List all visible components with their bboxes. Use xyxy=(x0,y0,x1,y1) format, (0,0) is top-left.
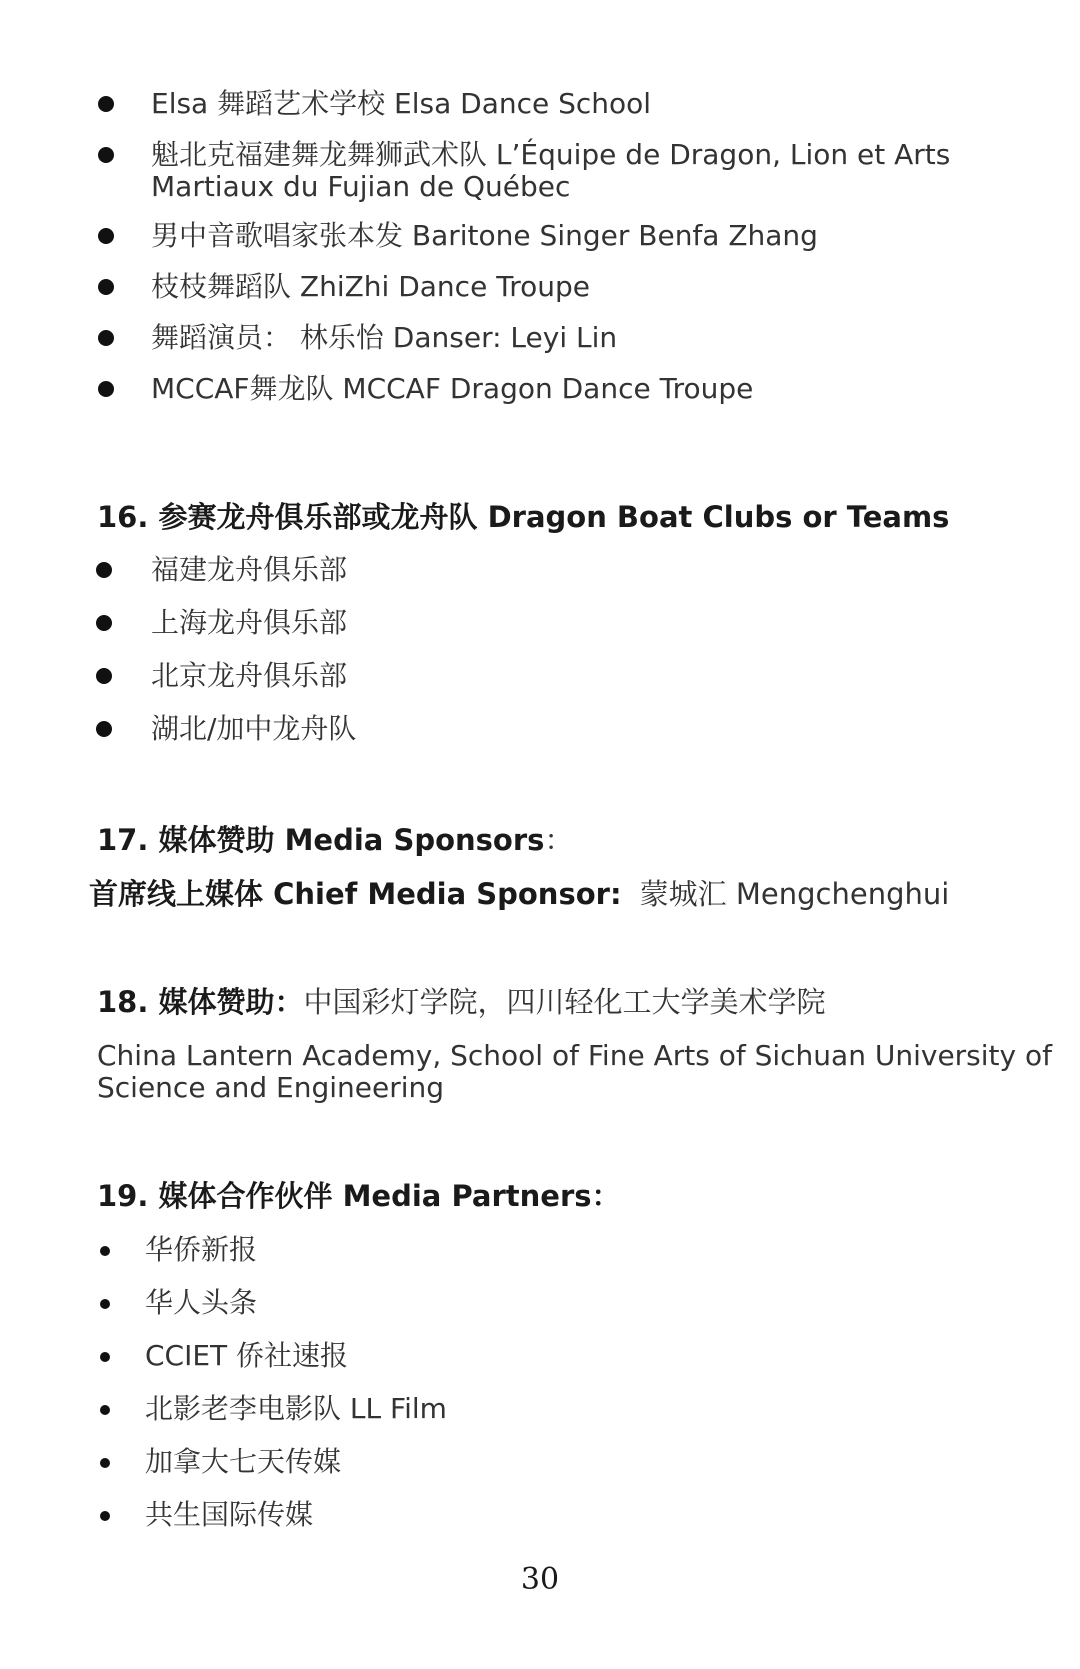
bullet-icon xyxy=(96,562,112,578)
list-item xyxy=(96,88,1056,120)
chief-media-sponsor-label: 首席线上媒体 Chief Media Sponsor: xyxy=(89,877,622,911)
list-item xyxy=(96,1446,996,1478)
bullet-icon xyxy=(98,96,114,112)
list-item xyxy=(96,1393,996,1425)
list-item xyxy=(96,554,996,586)
bullet-icon xyxy=(98,279,114,295)
section-17-heading-text: 17. 媒体赞助 Media Sponsors xyxy=(97,823,545,857)
section-17-heading xyxy=(97,823,573,857)
chief-media-sponsor xyxy=(89,877,949,911)
bullet-icon xyxy=(96,721,112,737)
list-item xyxy=(96,607,996,639)
section-18-heading-text: 18. 媒体赞助： xyxy=(97,985,304,1019)
list-item xyxy=(96,660,996,692)
list-item-text: 华人头条 xyxy=(145,1286,258,1319)
list-item xyxy=(96,373,1056,405)
list-item xyxy=(96,1499,996,1531)
bullet-icon xyxy=(96,668,112,684)
section-18-heading-value: 中国彩灯学院，四川轻化工大学美术学院 xyxy=(303,985,826,1019)
list-item-text: 上海龙舟俱乐部 xyxy=(151,606,348,639)
bullet-icon xyxy=(98,381,114,397)
list-item xyxy=(96,1340,996,1372)
page-number: 30 xyxy=(520,1562,560,1597)
list-item-text: 华侨新报 xyxy=(145,1233,258,1266)
list-item-text: 魁北克福建舞龙舞狮武术队 L’Équipe de Dragon, Lion et Arts Martiaux du Fujian de Québec xyxy=(151,138,951,203)
section-17-heading-colon: ： xyxy=(544,823,574,857)
bullet-icon xyxy=(96,615,112,631)
list-item-text: CCIET 侨社速报 xyxy=(145,1339,349,1372)
bullet-icon xyxy=(100,1299,110,1309)
section-18-english: China Lantern Academy, School of Fine Arts of Sichuan University of Science and Engineering xyxy=(97,1039,1052,1104)
list-item-text: 枝枝舞蹈队 ZhiZhi Dance Troupe xyxy=(151,270,590,303)
bullet-icon xyxy=(100,1511,110,1521)
list-item-text: 福建龙舟俱乐部 xyxy=(151,553,348,586)
section-19-heading: 19. 媒体合作伙伴 Media Partners： xyxy=(97,1179,621,1213)
list-item xyxy=(96,1234,996,1266)
bullet-icon xyxy=(98,330,114,346)
bullet-icon xyxy=(100,1352,110,1362)
list-item-text: 加拿大七天传媒 xyxy=(145,1445,342,1478)
list-item-text: 湖北/加中龙舟队 xyxy=(151,712,357,745)
section-18-heading xyxy=(97,985,826,1019)
bullet-icon xyxy=(100,1405,110,1415)
list-item xyxy=(96,713,996,745)
bullet-icon xyxy=(100,1458,110,1468)
bullet-icon xyxy=(98,228,114,244)
list-item xyxy=(96,139,1056,203)
list-item xyxy=(96,220,1056,252)
section-16-heading: 16. 参赛龙舟俱乐部或龙舟队 Dragon Boat Clubs or Teams xyxy=(97,500,950,534)
bullet-icon xyxy=(100,1246,110,1256)
list-item-text: 北影老李电影队 LL Film xyxy=(145,1392,447,1425)
list-item-text: 共生国际传媒 xyxy=(145,1498,314,1531)
list-item xyxy=(96,1287,996,1319)
list-item-text: 舞蹈演员： 林乐怡 Danser: Leyi Lin xyxy=(151,321,618,354)
list-item xyxy=(96,271,1056,303)
list-item xyxy=(96,322,1056,354)
bullet-icon xyxy=(98,147,114,163)
chief-media-sponsor-value: 蒙城汇 Mengchenghui xyxy=(639,877,950,911)
list-item-text: Elsa 舞蹈艺术学校 Elsa Dance School xyxy=(151,87,652,120)
list-item-text: MCCAF舞龙队 MCCAF Dragon Dance Troupe xyxy=(151,372,754,405)
list-item-text: 男中音歌唱家张本发 Baritone Singer Benfa Zhang xyxy=(151,219,818,252)
list-item-text: 北京龙舟俱乐部 xyxy=(151,659,348,692)
